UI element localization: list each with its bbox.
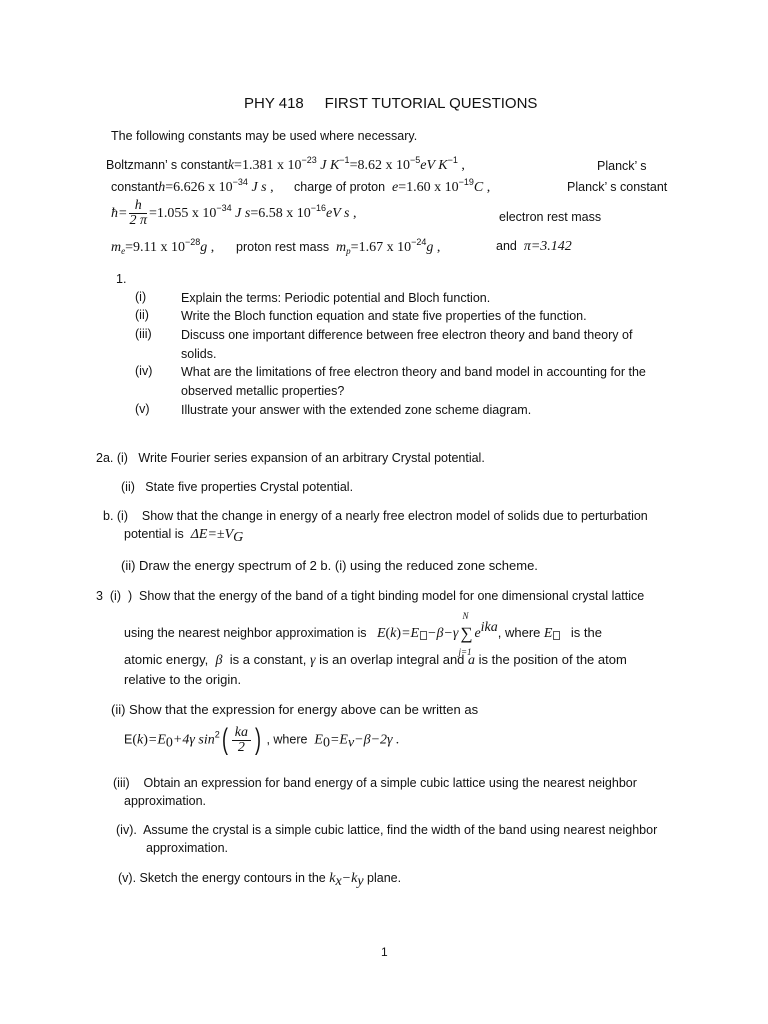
- q1-item-text: Illustrate your answer with the extended zone scheme diagram.: [181, 403, 532, 417]
- q1-item-label: (v): [135, 402, 150, 416]
- q2a-ii: (ii) State five properties Crystal potential.: [121, 480, 354, 494]
- q3-i-line3: atomic energy, β is a constant, γ is an overlap integral and a is the position of the atom: [124, 652, 627, 668]
- q3-iv-line2: approximation.: [146, 841, 228, 855]
- planck-constant: constanth=6.626 x $10^{-34}$ J s ,: [111, 177, 274, 195]
- q3-i-line4: relative to the origin.: [124, 672, 242, 687]
- q1-item-text: Explain the terms: Periodic potential and Bloch function.: [181, 291, 491, 305]
- q3-i-line1: 3 (i) ) Show that the energy of the band of a tight binding model for one dimensional crystal lattice: [96, 589, 645, 603]
- q3-iv-line1: (iv). Assume the crystal is a simple cubic lattice, find the width of the band using nearest neighbor: [116, 823, 658, 837]
- q3-iii-line1: (iii) Obtain an expression for band energy of a simple cubic lattice using the nearest neighbor: [113, 776, 637, 790]
- q2b-i-line2: potential is $\Delta E=\pm V_G$: [124, 527, 244, 545]
- q1-item-label: (i): [135, 290, 147, 304]
- intro-text: The following constants may be used where necessary.: [111, 129, 418, 143]
- hbar-constant: ħ= $\frac{h}{2 \pi}$ =1.055 x $10^{-34}$ J s=6.58 x $10^{-16}eV$ s ,: [111, 198, 357, 228]
- proton-mass: proton rest mass $m_p=1.67$ x $10^{-24}g$ ,: [236, 237, 441, 256]
- q1-item-text: Write the Bloch function equation and state five properties of the function.: [181, 309, 587, 323]
- electron-mass-label: electron rest mass: [499, 210, 602, 224]
- proton-charge: charge of proton e=1.60 x $10^{-19}C$ ,: [294, 177, 491, 195]
- q3-v: (v). Sketch the energy contours in the $k_x-k_y$ plane.: [118, 871, 402, 889]
- q1-item-label: (iv): [135, 364, 153, 378]
- page-number: 1: [381, 945, 388, 959]
- q2b-i-line1: b. (i) Show that the change in energy of a nearly free electron model of solids due to perturbation: [103, 509, 648, 523]
- q1-item-text: What are the limitations of free electron theory and band model in accounting for the observed metallic properties?: [181, 365, 646, 398]
- pi-constant: and π=3.142: [496, 239, 572, 254]
- q3-i-line2: using the nearest neighbor approximation is E(k)=E −β−γ N ∑ j=1 $e^{ika}$, where E is the: [124, 610, 602, 657]
- q1-number: 1.: [116, 272, 127, 286]
- q2a-i: 2a. (i) Write Fourier series expansion of an arbitrary Crystal potential.: [96, 451, 485, 465]
- q3-ii-line1: (ii) Show that the expression for energy above can be written as: [111, 702, 479, 717]
- planck-label-1: Planck’ s: [597, 159, 647, 173]
- q1-item-label: (iii): [135, 327, 152, 341]
- page-title: PHY 418 FIRST TUTORIAL QUESTIONS: [244, 95, 538, 112]
- boltzmann-constant: Boltzmann’ s constantk=1.381 x $10^{-23}$ J $K^{-1}=8.62$ x $10^{-5}eV$ $K^{-1}$ ,: [106, 155, 465, 173]
- q1-item-label: (ii): [135, 308, 149, 322]
- q2b-ii: (ii) Draw the energy spectrum of 2 b. (i) using the reduced zone scheme.: [121, 558, 538, 573]
- q1-item-text: Discuss one important difference between free electron theory and band theory of solids.: [181, 328, 633, 361]
- q3-iii-line2: approximation.: [124, 794, 206, 808]
- q3-ii-equation: $E(k)=E_0+4\gamma$ $\sin^2$( $\frac{ka}{2}$ ) , where $E_0=E_v-\beta-2\gamma$ .: [124, 723, 400, 756]
- planck-reduced-label: Planck’ s constant: [567, 180, 668, 194]
- electron-mass: $m_e=9.11$ x $10^{-28}g$ ,: [111, 237, 215, 256]
